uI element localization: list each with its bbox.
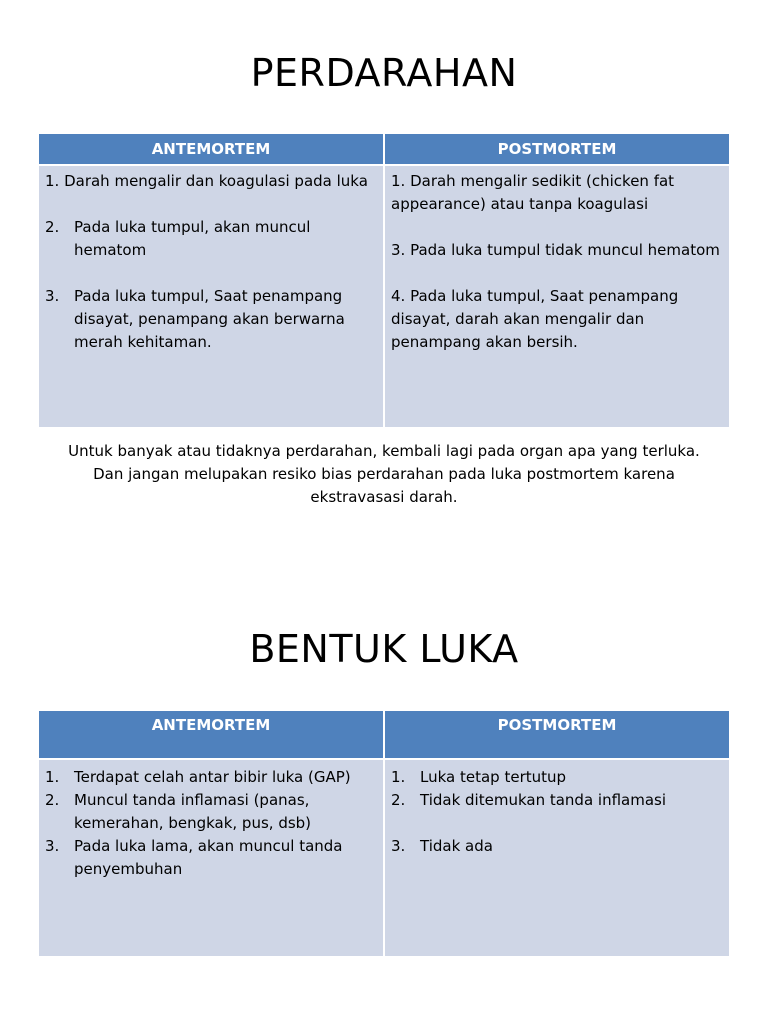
table-header-row (39, 711, 729, 759)
antemortem-cell (39, 759, 384, 956)
list-item-text: Tidak ditemukan tanda inflamasi (420, 791, 667, 809)
list-item-number: 2. (391, 791, 406, 809)
column-header-postmortem: POSTMORTEM (384, 134, 729, 165)
list-item-text: Pada luka tumpul, Saat penampang disayat, penampang akan berwarna merah kehitaman. (74, 287, 345, 351)
list-item-number: 1. (45, 768, 60, 786)
postmortem-cell (384, 759, 729, 956)
list-item-text: Pada luka tumpul, akan muncul hematom (74, 218, 311, 259)
section-title-bentuk-luka: BENTUK LUKA (249, 627, 519, 671)
list-item-number: 3. (391, 837, 406, 855)
list-item (391, 285, 724, 354)
table-row (39, 759, 729, 956)
list-item-text: 3. Pada luka tumpul tidak muncul hematom (391, 241, 720, 259)
list-item-number: 3. (45, 287, 60, 305)
comparison-table-bentuk-luka (39, 711, 729, 956)
column-header-antemortem: ANTEMORTEM (39, 134, 384, 165)
note-paragraph: Untuk banyak atau tidaknya perdarahan, kembali lagi pada organ apa yang terluka. Dan jangan melupakan resiko bias perdarahan pada luka postmortem karena ekstravasasi darah. (68, 442, 700, 506)
list-item (45, 789, 378, 835)
list-item (391, 170, 724, 216)
column-header-postmortem: POSTMORTEM (384, 711, 729, 759)
list-item (391, 239, 724, 262)
comparison-table-perdarahan (39, 134, 729, 427)
list-item (391, 835, 724, 858)
list-item-text: 1. Darah mengalir sedikit (chicken fat appearance) atau tanpa koagulasi (391, 172, 675, 213)
list-item (45, 216, 378, 262)
list-item-text: Muncul tanda inflamasi (panas, kemerahan, bengkak, pus, dsb) (74, 791, 312, 832)
table-header-row (39, 134, 729, 165)
list-item (391, 789, 724, 812)
list-item-text: 4. Pada luka tumpul, Saat penampang disayat, darah akan mengalir dan penampang akan bersih. (391, 287, 679, 351)
list-item-number: 2. (45, 218, 60, 236)
section-title-perdarahan: PERDARAHAN (250, 51, 518, 95)
list-item-text: 1. Darah mengalir dan koagulasi pada luka (45, 172, 368, 190)
list-item (45, 835, 378, 881)
list-item-number: 1. (391, 768, 406, 786)
list-item (45, 285, 378, 354)
list-item (391, 766, 724, 789)
column-header-antemortem: ANTEMORTEM (39, 711, 384, 759)
list-item (45, 170, 378, 193)
list-item-number: 2. (45, 791, 60, 809)
list-item (45, 766, 378, 789)
postmortem-cell (384, 165, 729, 427)
list-item-text: Pada luka lama, akan muncul tanda penyembuhan (74, 837, 343, 878)
list-item-number: 3. (45, 837, 60, 855)
list-item-text: Luka tetap tertutup (420, 768, 567, 786)
antemortem-cell (39, 165, 384, 427)
list-item-text: Tidak ada (420, 837, 493, 855)
table-row (39, 165, 729, 427)
list-item-text: Terdapat celah antar bibir luka (GAP) (74, 768, 351, 786)
